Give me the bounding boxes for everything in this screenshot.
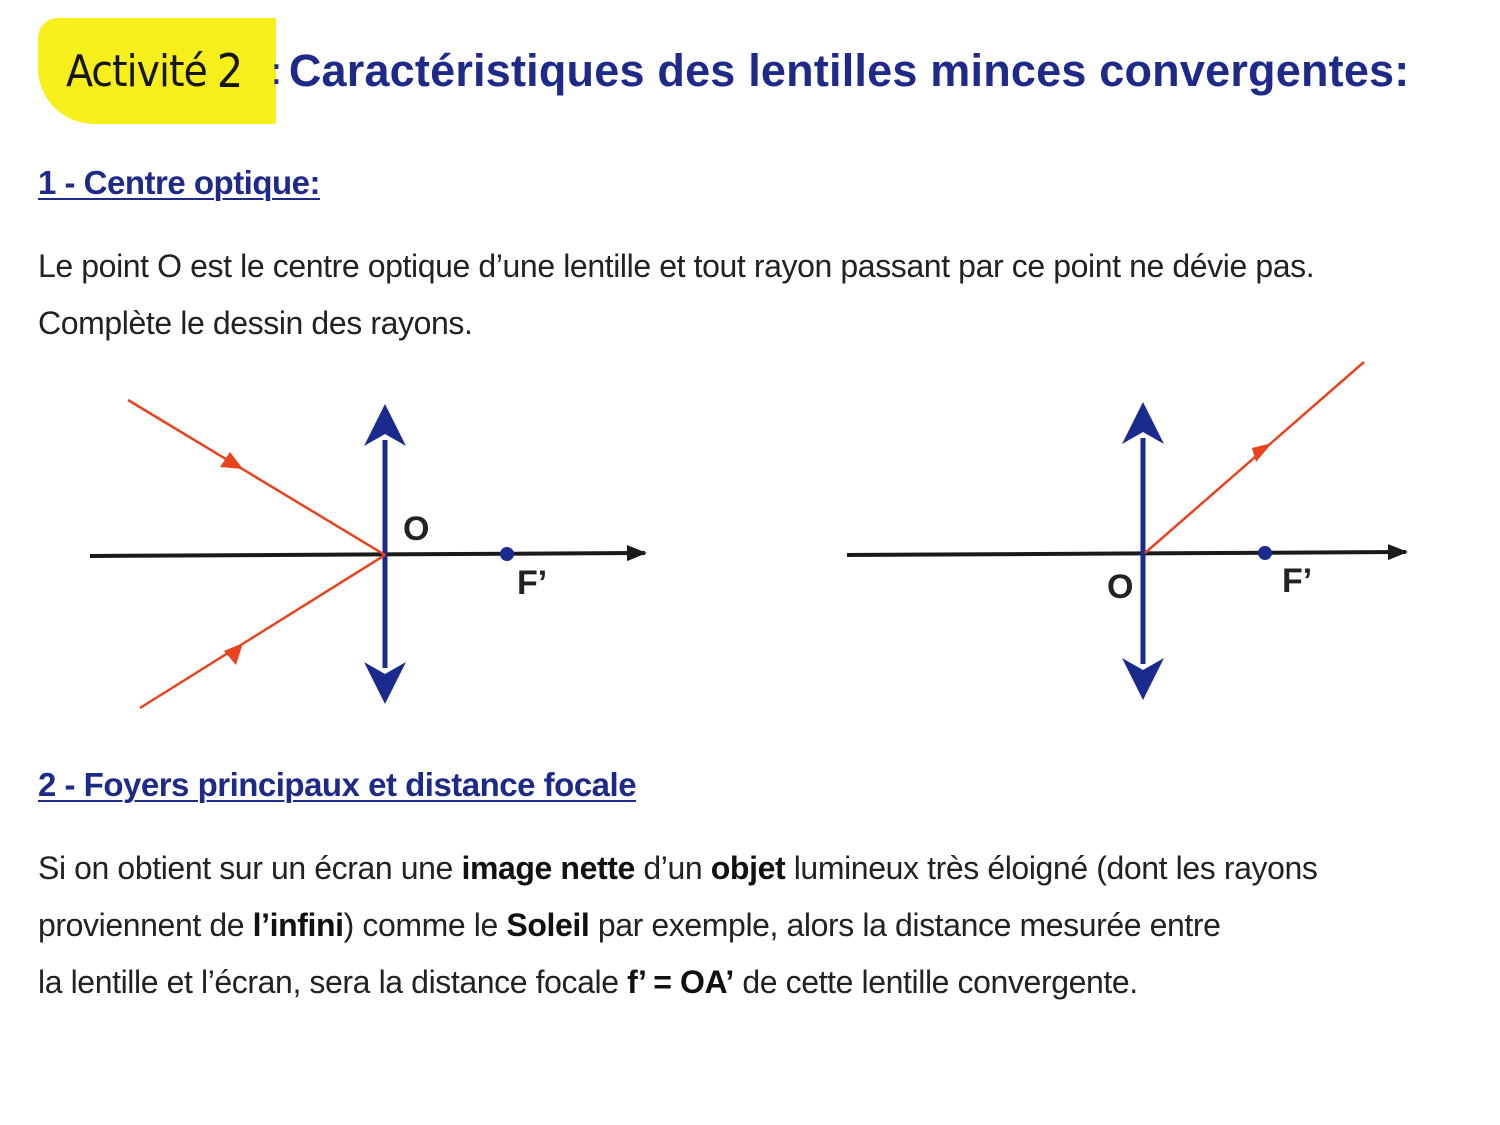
focus-label-left: F’: [517, 564, 548, 602]
emergent-ray: [1145, 362, 1364, 553]
optical-axis-right: [847, 552, 1406, 555]
center-label-right: O: [1107, 568, 1134, 606]
center-label-left: O: [403, 510, 430, 548]
text-fragment: ) comme le: [343, 907, 507, 943]
incident-ray-upper-arrow: [220, 452, 243, 469]
section-1-heading: 1 - Centre optique:: [38, 164, 321, 201]
focus-label-right: F’: [1282, 562, 1313, 600]
section-2-heading: 2 - Foyers principaux et distance focale: [38, 766, 637, 803]
incident-ray-lower-arrow: [224, 643, 243, 665]
diagram-right: [847, 362, 1406, 700]
title-separator: :: [270, 49, 283, 93]
activity-badge-number: 2: [216, 44, 243, 98]
emergent-ray-arrow: [1252, 443, 1272, 462]
bold-soleil: Soleil: [506, 907, 590, 943]
focus-point-left: [500, 547, 514, 561]
text-fragment: la lentille et l’écran, sera la distance focale: [38, 964, 628, 1000]
text-fragment: lumineux très éloigné (dont les rayons: [785, 850, 1318, 886]
section-2-text: [38, 840, 1468, 1011]
text-fragment: proviennent de: [38, 907, 253, 943]
incident-ray-upper: [128, 400, 385, 555]
bold-infini: l’infini: [252, 907, 344, 943]
text-fragment: d’un: [634, 850, 711, 886]
focus-point-right: [1258, 546, 1272, 560]
page-title: Caractéristiques des lentilles minces convergentes:: [288, 45, 1410, 96]
section-1-line-1: Le point O est le centre optique d’une lentille et tout rayon passant par ce point ne dévie pas.: [38, 248, 1315, 284]
bold-image-nette: image nette: [461, 850, 635, 886]
lens-right-top-arrow: [1122, 402, 1164, 444]
text-fragment: de cette lentille convergente.: [733, 964, 1138, 1000]
activity-badge-label: Activité: [66, 45, 207, 97]
section-1-line-2: Complète le dessin des rayons.: [38, 305, 473, 341]
bold-objet: objet: [710, 850, 786, 886]
lens-right-bottom-arrow: [1122, 658, 1164, 700]
bold-formula: f’ = OA’: [627, 964, 734, 1000]
section-2-line-3: [38, 954, 1468, 1011]
optical-axis-left: [90, 553, 645, 556]
section-2-line-2: [38, 897, 1468, 954]
section-2-line-1: [38, 840, 1468, 897]
text-fragment: Si on obtient sur un écran une: [38, 850, 462, 886]
diagram-left: [90, 400, 645, 708]
incident-ray-lower: [140, 555, 385, 708]
text-fragment: par exemple, alors la distance mesurée entre: [589, 907, 1221, 943]
lens-left-top-arrow: [364, 404, 406, 446]
lens-left-bottom-arrow: [364, 662, 406, 704]
